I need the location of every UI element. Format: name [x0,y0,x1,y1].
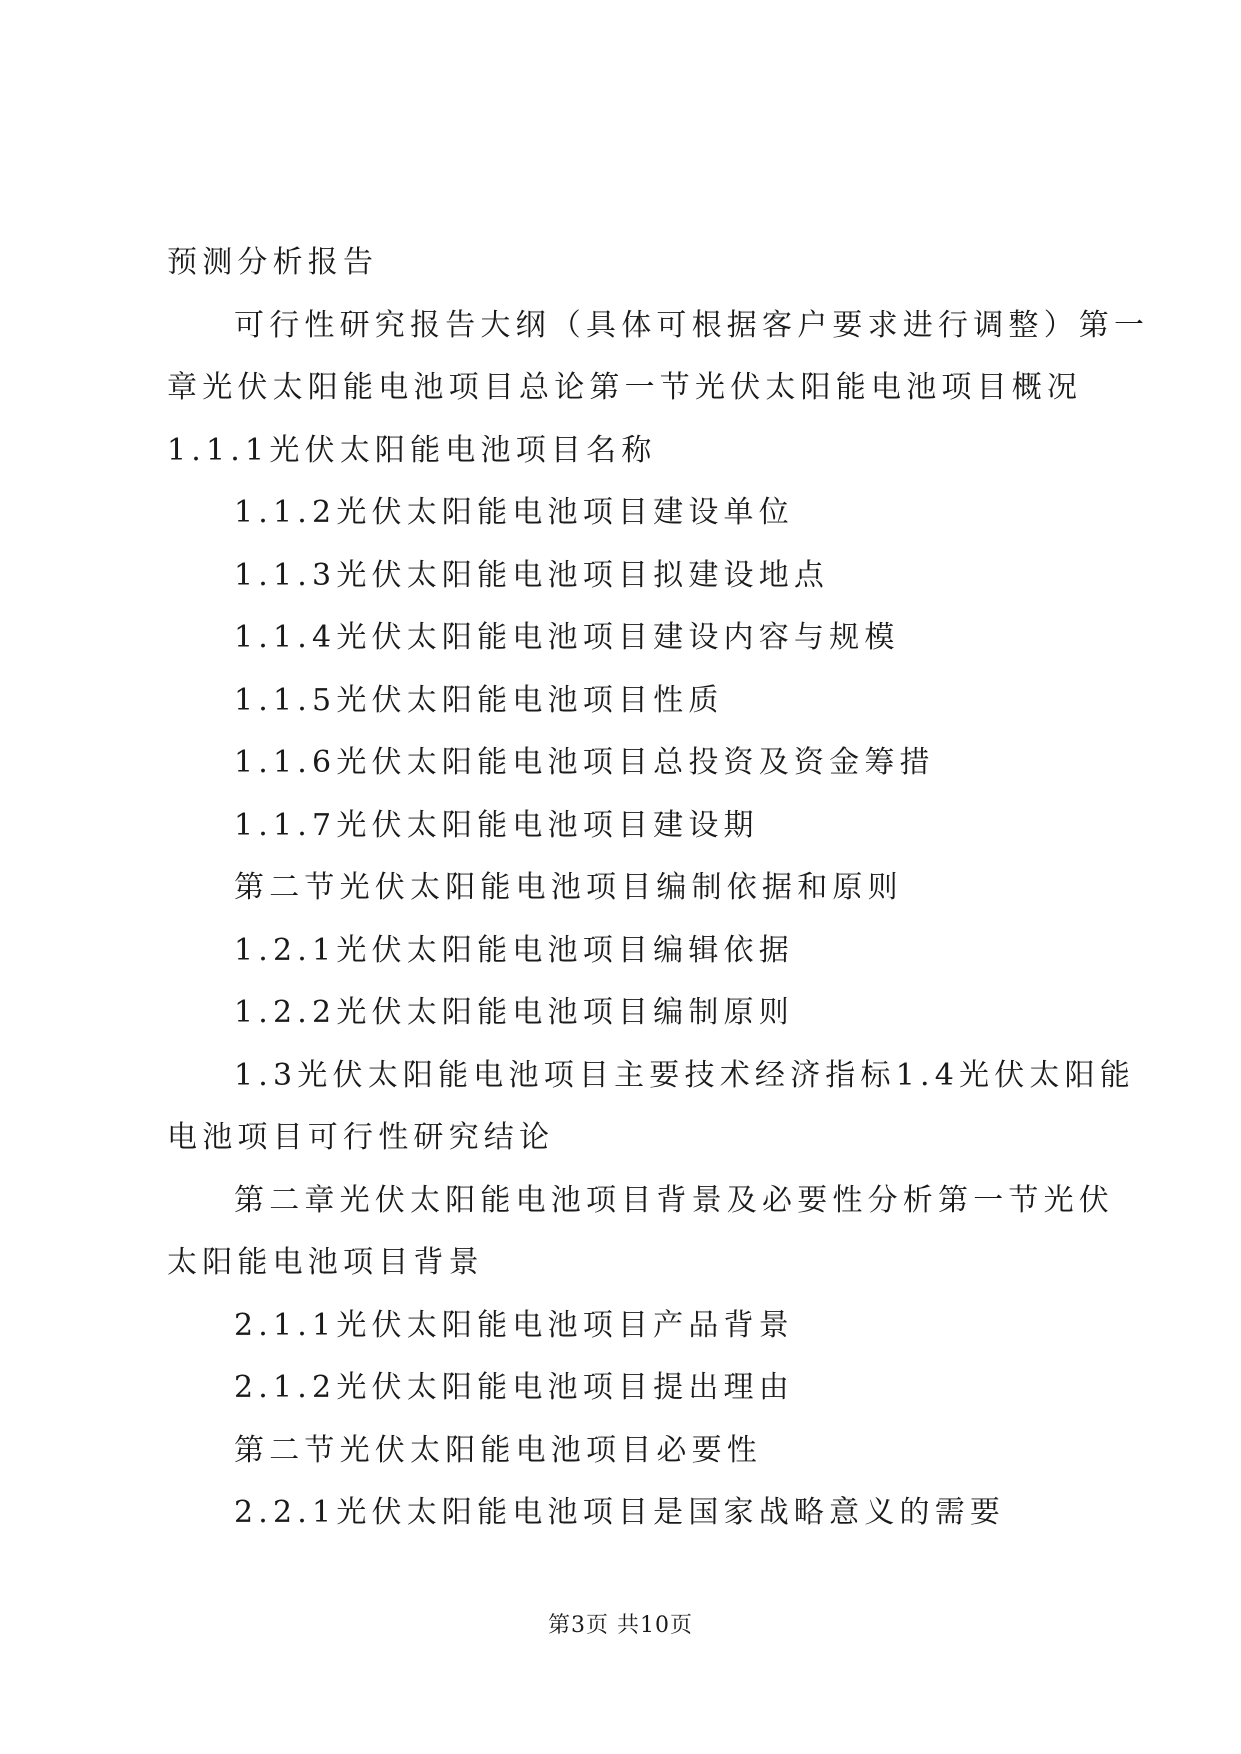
body-line: 1.1.6光伏太阳能电池项目总投资及资金筹措 [234,745,935,780]
body-line: 第二章光伏太阳能电池项目背景及必要性分析第一节光伏 [234,1182,1114,1218]
body-line: 第二节光伏太阳能电池项目必要性 [234,1432,762,1468]
body-line: 可行性研究报告大纲（具体可根据客户要求进行调整）第一 [234,307,1150,343]
body-line: 1.1.1光伏太阳能电池项目名称 [167,432,657,468]
page-footer [0,1608,1241,1639]
body-line: 1.1.2光伏太阳能电池项目建设单位 [234,495,794,530]
body-line: 2.1.2光伏太阳能电池项目提出理由 [234,1370,794,1405]
body-line: 电池项目可行性研究结论 [167,1120,555,1155]
body-line: 1.2.2光伏太阳能电池项目编制原则 [234,995,794,1030]
body-line: 1.1.3光伏太阳能电池项目拟建设地点 [234,557,830,593]
body-line: 1.1.7光伏太阳能电池项目建设期 [234,807,759,843]
body-line: 预测分析报告 [167,245,379,280]
body-line: 1.1.5光伏太阳能电池项目性质 [234,682,724,718]
body-line: 第二节光伏太阳能电池项目编制依据和原则 [234,870,903,905]
body-line: 1.2.1光伏太阳能电池项目编辑依据 [234,932,794,968]
body-line: 2.2.1光伏太阳能电池项目是国家战略意义的需要 [234,1495,1006,1530]
body-line: 2.1.1光伏太阳能电池项目产品背景 [234,1307,794,1343]
document-body [167,232,1150,1545]
body-line: 1.1.4光伏太阳能电池项目建设内容与规模 [234,620,900,655]
page-number-label: 第3页 共10页 [548,1613,693,1638]
body-line: 1.3光伏太阳能电池项目主要技术经济指标1.4光伏太阳能 [234,1057,1136,1093]
body-line: 章光伏太阳能电池项目总论第一节光伏太阳能电池项目概况 [167,370,1083,405]
body-line: 太阳能电池项目背景 [167,1245,484,1280]
